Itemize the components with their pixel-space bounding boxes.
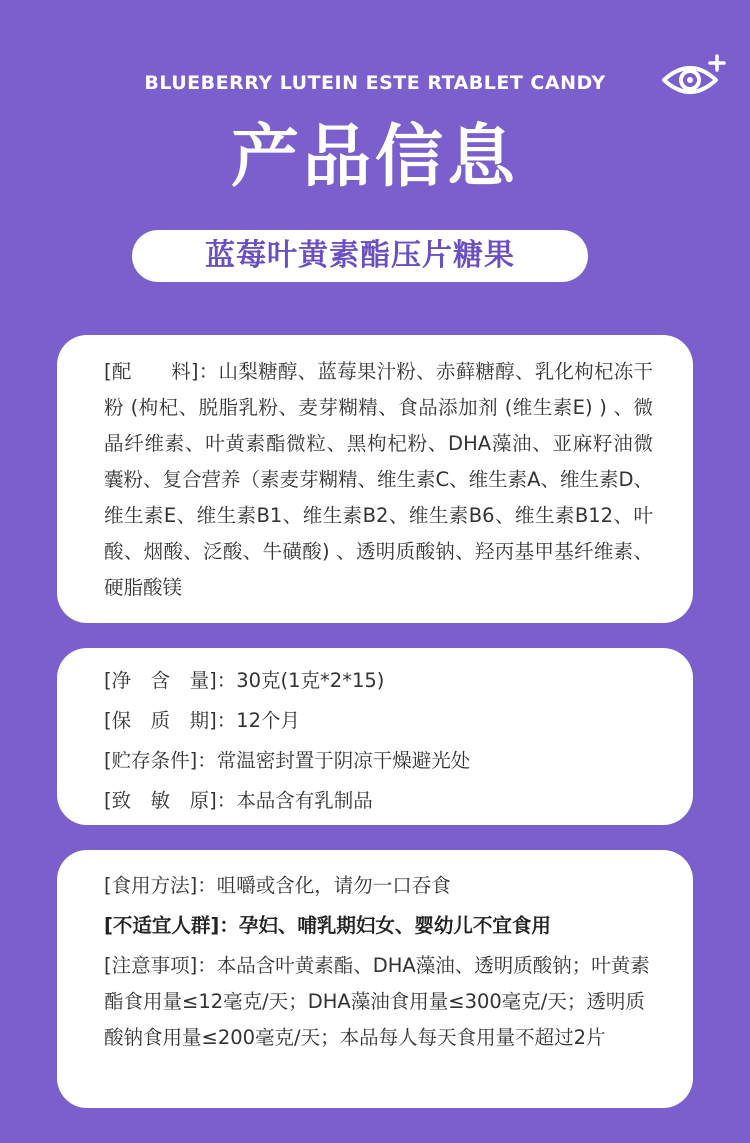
spec-value: 本品含有乳制品	[236, 789, 373, 812]
usage-method-label: [食用方法]：	[104, 874, 217, 897]
spec-row-storage	[104, 741, 653, 781]
spec-label: [贮存条件]：	[104, 749, 217, 772]
specs-card	[57, 648, 693, 825]
usage-method-value: 咀嚼或含化，请勿一口吞食	[216, 874, 451, 897]
unsuitable-label: [不适宜人群]：	[104, 914, 239, 937]
ingredients-card	[57, 335, 693, 623]
spec-label: [致 敏 原]：	[104, 789, 237, 812]
spec-row-net-content	[104, 661, 653, 701]
ingredients-value: 山梨糖醇、蓝莓果汁粉、赤藓糖醇、乳化枸杞冻干粉 (枸杞、脱脂乳粉、麦芽糊精、食品添加剂 (维生素E) ) 、微晶纤维素、叶黄素酯微粒、黑枸杞粉、DHA藻油、亚麻籽油微囊粉、复合营养（素麦芽糊精、维生素C、维生素A、维生素D、维生素E、维生素B1、维生素B2、维生素B6、维生素B12、叶酸、烟酸、泛酸、牛磺酸) 、透明质酸钠、羟丙基甲基纤维素、硬脂酸镁	[104, 360, 653, 599]
notes-label: [注意事项]：	[104, 954, 217, 977]
spec-value: 30克(1克*2*15)	[236, 669, 385, 692]
usage-card	[57, 850, 693, 1108]
spec-row-allergen	[104, 781, 653, 821]
usage-method-row	[104, 866, 653, 906]
spec-label: [保 质 期]：	[104, 709, 237, 732]
unsuitable-people-row	[104, 906, 653, 946]
english-title: BLUEBERRY LUTEIN ESTE RTABLET CANDY	[144, 72, 606, 94]
spec-value: 常温密封置于阴凉干燥避光处	[216, 749, 471, 772]
ingredients-label: [配 料]：	[104, 360, 219, 383]
spec-label: [净 含 量]：	[104, 669, 237, 692]
spec-row-shelf-life	[104, 701, 653, 741]
spec-value: 12个月	[236, 709, 301, 732]
notes-text	[104, 948, 653, 1056]
notes-value: 本品含叶黄素酯、DHA藻油、透明质酸钠；叶黄素酯食用量≤12毫克/天；DHA藻油食用量≤300毫克/天；透明质酸钠食用量≤200毫克/天；本品每人每天食用量不超过2片	[104, 954, 650, 1049]
ingredients-text	[104, 354, 653, 606]
unsuitable-value: 孕妇、哺乳期妇女、婴幼儿不宜食用	[238, 914, 551, 937]
product-name-badge: 蓝莓叶黄素酯压片糖果	[132, 230, 588, 282]
page-title: 产品信息	[230, 118, 519, 197]
